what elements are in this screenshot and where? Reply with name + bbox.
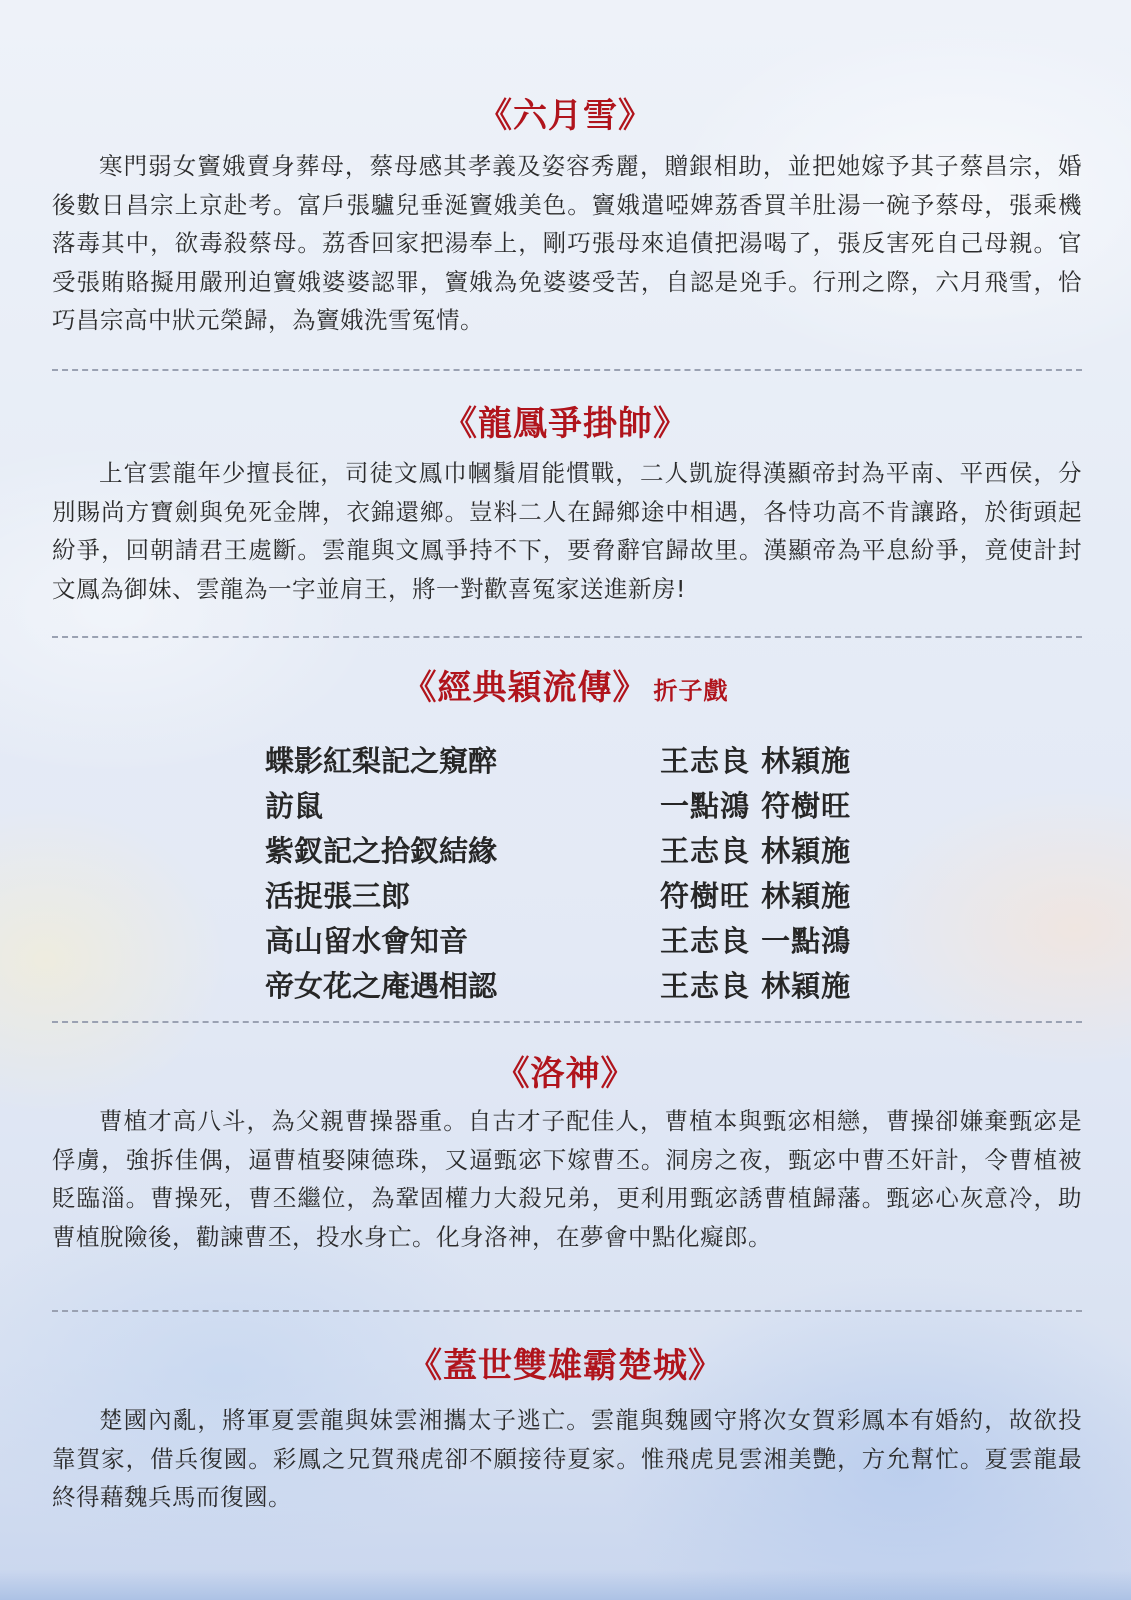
section-title-text: 《經典穎流傳》 — [402, 668, 648, 708]
excerpt-list — [265, 737, 905, 1007]
excerpt-title: 高山留水會知音 — [265, 924, 469, 958]
section-title-luoshen: 《洛神》 — [495, 1054, 636, 1094]
section-subtitle: 折子戲 — [653, 676, 729, 705]
excerpt-title: 活捉張三郎 — [265, 879, 411, 913]
section-divider — [52, 636, 1082, 638]
list-item — [265, 917, 905, 962]
section-divider — [52, 1310, 1082, 1312]
excerpt-title: 帝女花之庵遇相認 — [265, 969, 498, 1003]
section-divider — [52, 369, 1082, 371]
section-paragraph-gaishi: 楚國內亂，將軍夏雲龍與妹雲湘攜太子逃亡。雲龍與魏國守將次女賀彩鳳本有婚約，故欲投靠賀家，借兵復國。彩鳳之兄賀飛虎卻不願接待夏家。惟飛虎見雲湘美艷，方允幫忙。夏雲龍最終得藉魏兵馬而復國。 — [52, 1406, 1082, 1511]
section-divider — [52, 1021, 1082, 1023]
section-title-longfeng: 《龍鳳爭掛帥》 — [443, 404, 688, 444]
list-item — [265, 872, 905, 917]
excerpt-cast: 一點鴻 符樹旺 — [660, 789, 852, 823]
section-title-liuyuexue: 《六月雪》 — [478, 96, 653, 136]
excerpt-cast: 王志良 一點鴻 — [660, 924, 852, 958]
excerpt-cast: 王志良 林穎施 — [660, 969, 852, 1003]
section-title-jingdian — [0, 666, 1131, 713]
excerpt-cast: 王志良 林穎施 — [660, 744, 852, 778]
bottom-decoration — [0, 1570, 1131, 1600]
excerpt-title: 紫釵記之拾釵結緣 — [265, 834, 498, 868]
excerpt-title: 訪鼠 — [265, 789, 324, 823]
excerpt-cast: 王志良 林穎施 — [660, 834, 852, 868]
section-title-gaishi: 《蓋世雙雄霸楚城》 — [408, 1346, 723, 1386]
list-item — [265, 737, 905, 782]
section-paragraph-liuyuexue: 寒門弱女竇娥賣身葬母，蔡母感其孝義及姿容秀麗，贈銀相助，並把她嫁予其子蔡昌宗，婚後數日昌宗上京赴考。富戶張驢兒垂涎竇娥美色。竇娥遣啞婢荔香買羊肚湯一碗予蔡母，張乘機落毒其中，欲毒殺蔡母。荔香回家把湯奉上，剛巧張母來追債把湯喝了，張反害死自己母親。官受張賄賂擬用嚴刑迫竇娥婆婆認罪，竇娥為免婆婆受苦，自認是兇手。行刑之際，六月飛雪，恰巧昌宗高中狀元榮歸，為竇娥洗雪冤情。 — [52, 152, 1082, 334]
section-paragraph-luoshen: 曹植才高八斗，為父親曹操器重。自古才子配佳人，曹植本與甄宓相戀，曹操卻嫌棄甄宓是俘虜，強拆佳偶，逼曹植娶陳德珠，又逼甄宓下嫁曹丕。洞房之夜，甄宓中曹丕奸計，令曹植被貶臨淄。曹操死，曹丕繼位，為鞏固權力大殺兄弟，更利用甄宓誘曹植歸藩。甄宓心灰意冷，助曹植脫險後，勸諫曹丕，投水身亡。化身洛神，在夢會中點化癡郎。 — [52, 1107, 1082, 1251]
list-item — [265, 827, 905, 872]
excerpt-title: 蝶影紅梨記之窺醉 — [265, 744, 498, 778]
list-item — [265, 782, 905, 827]
list-item — [265, 962, 905, 1007]
section-paragraph-longfeng: 上官雲龍年少擅長征，司徒文鳳巾幗鬚眉能慣戰，二人凱旋得漢顯帝封為平南、平西侯，分別賜尚方寶劍與免死金牌，衣錦還鄉。豈料二人在歸鄉途中相遇，各恃功高不肯讓路，於街頭起紛爭，回朝請君王處斷。雲龍與文鳳爭持不下，要脅辭官歸故里。漢顯帝為平息紛爭，竟使計封文鳳為御妹、雲龍為一字並肩王，將一對歡喜冤家送進新房! — [52, 459, 1082, 603]
excerpt-cast: 符樹旺 林穎施 — [660, 879, 852, 913]
